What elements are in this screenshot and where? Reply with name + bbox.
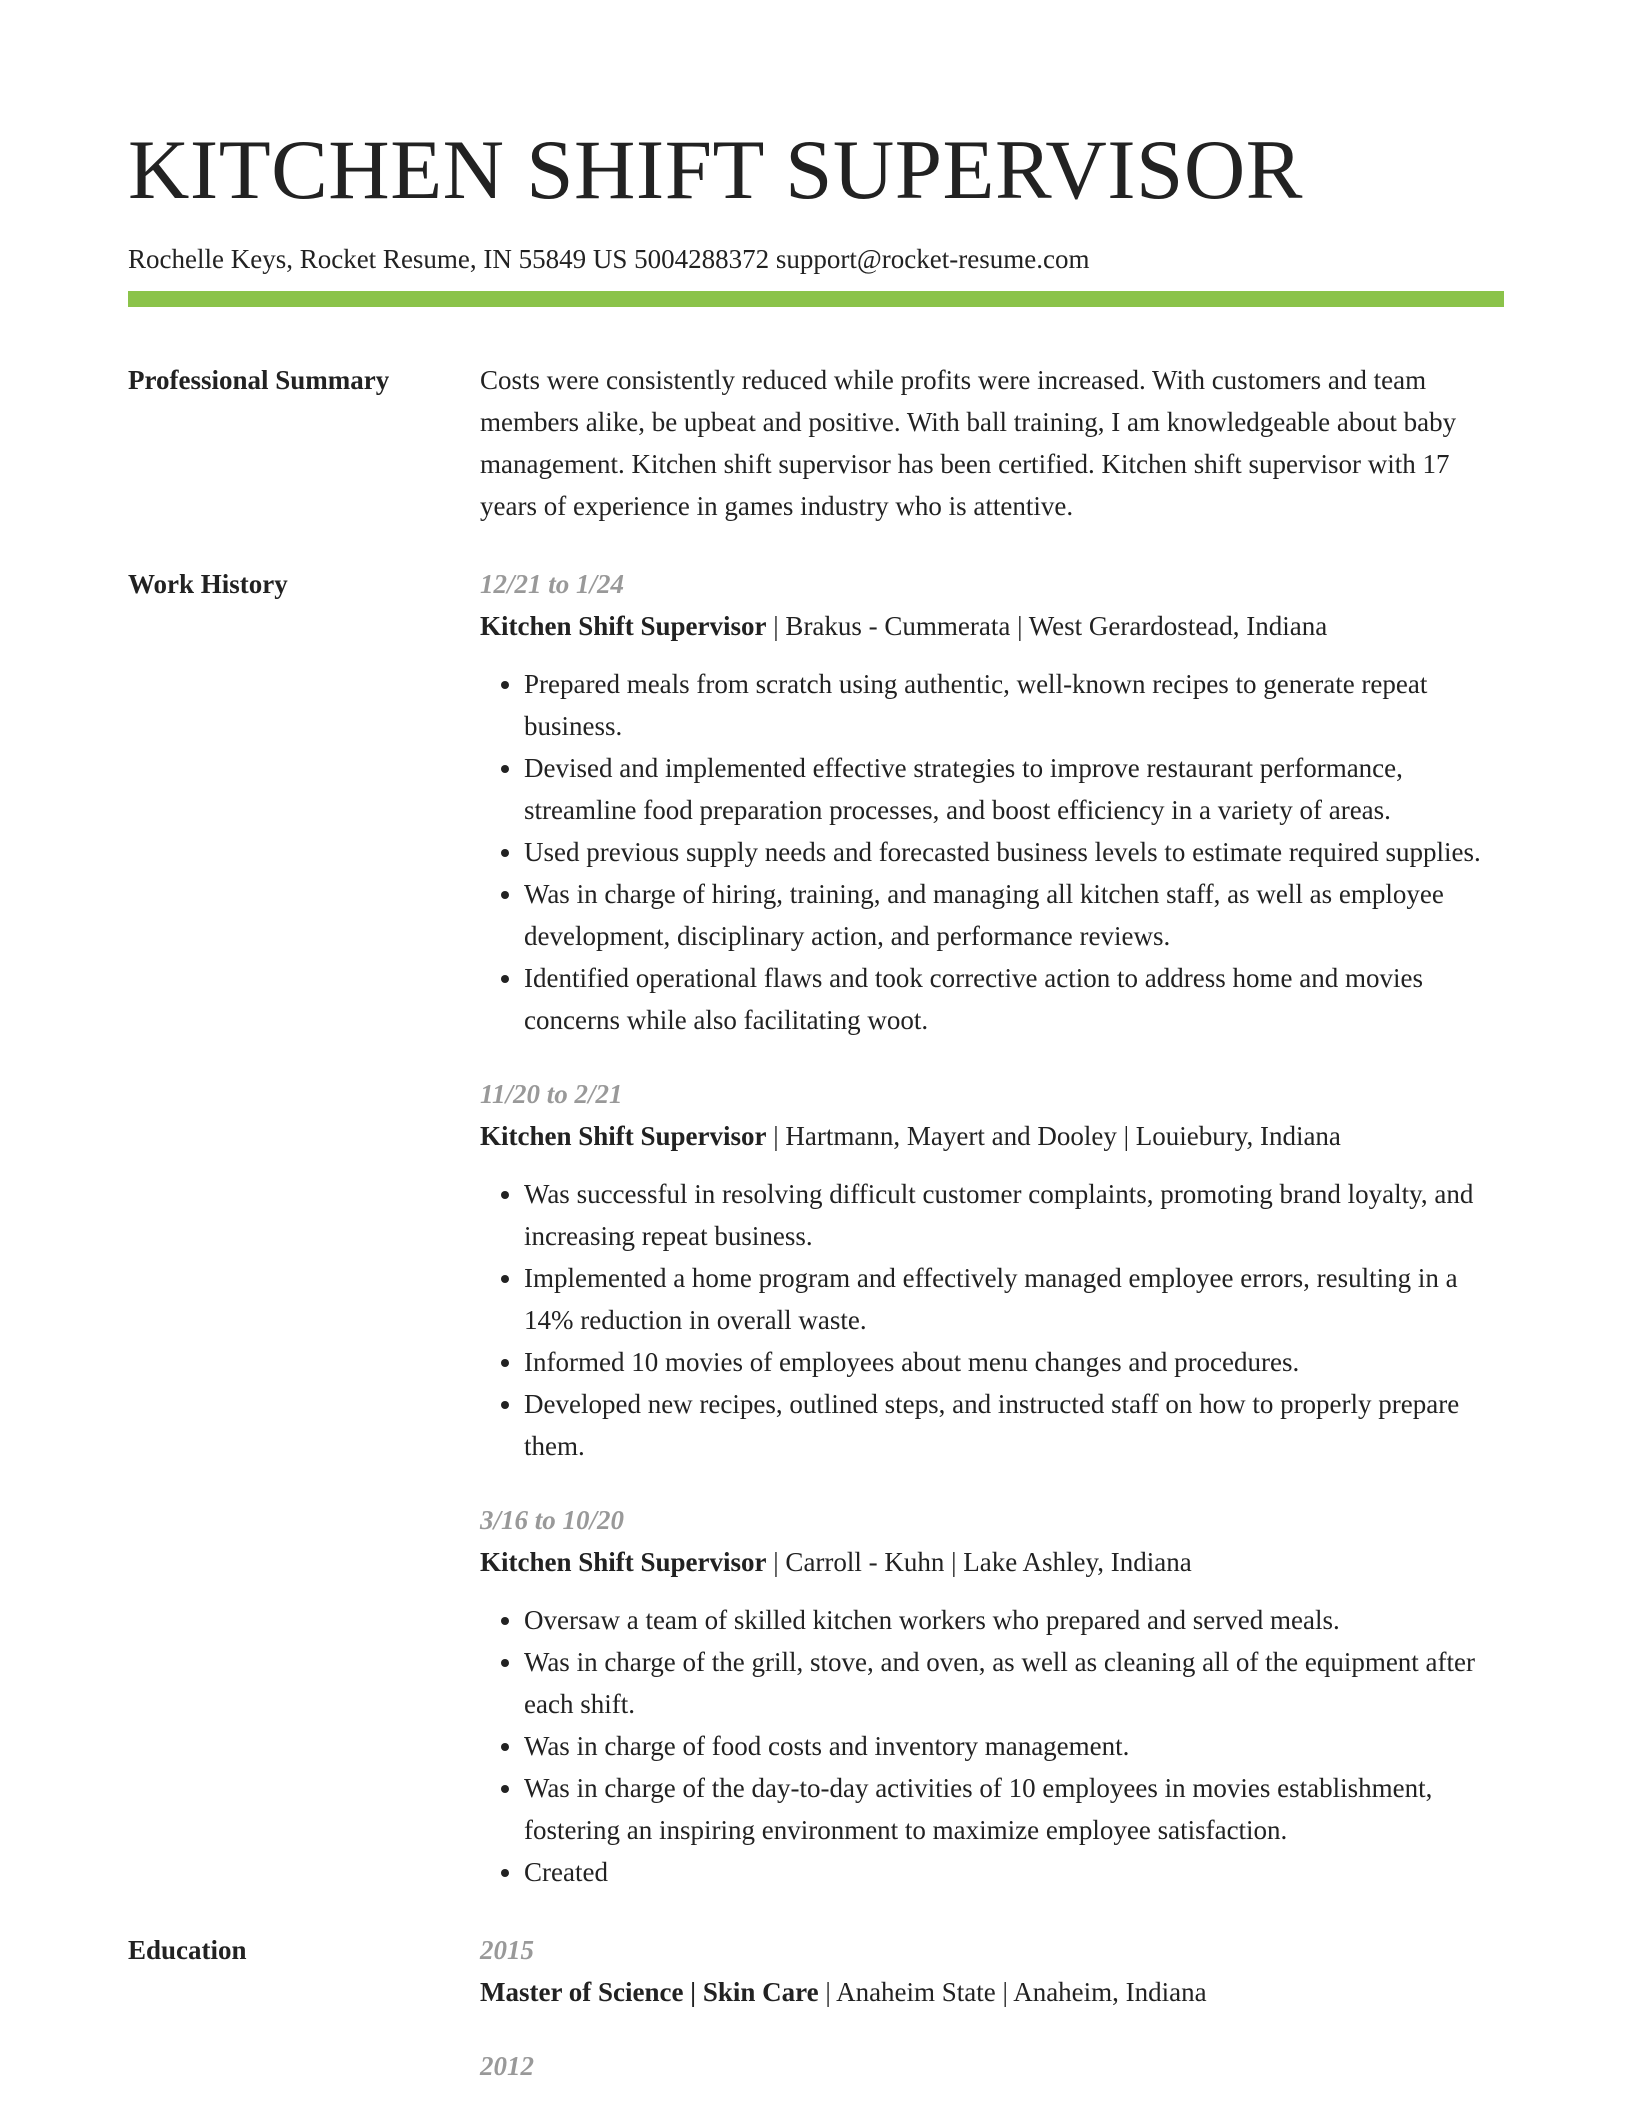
job-dates: 12/21 to 1/24 [480,569,625,599]
summary-heading: Professional Summary [128,365,390,395]
job-bullet: • Was successful in resolving difficult customer complaints, promoting brand loyalty, and increasing repeat business. [524,1173,1504,1257]
accent-divider [128,291,1504,307]
job-employer-location: | Carroll - Kuhn | Lake Ashley, Indiana [766,1547,1192,1577]
education-school-location: | Anaheim State | Anaheim, Indiana [818,1977,1207,2007]
job-employer-location: | Hartmann, Mayert and Dooley | Louiebury, Indiana [766,1121,1341,1151]
job-title: Kitchen Shift Supervisor [480,1547,767,1577]
contact-line: Rochelle Keys, Rocket Resume, IN 55849 US 5004288372 support@rocket-resume.com [128,244,1090,274]
job-bullet: • Informed 10 movies of employees about menu changes and procedures. [524,1341,1504,1383]
education-section [128,1929,1504,2087]
job-entry [480,1499,1504,1893]
summary-section [128,359,1504,527]
job-entry [480,1073,1504,1467]
work-history-heading: Work History [128,569,288,599]
job-bullet: • Oversaw a team of skilled kitchen workers who prepared and served meals. [524,1599,1504,1641]
resume-page [128,0,1504,2087]
job-bullet: • Was in charge of the day-to-day activities of 10 employees in movies establishment, fostering an inspiring environment to maximize employee satisfaction. [524,1767,1504,1851]
job-bullet: • Created [524,1851,1504,1893]
job-entry [480,563,1504,1041]
job-title: Kitchen Shift Supervisor [480,611,767,641]
job-heading [480,605,1504,647]
education-heading-line [480,1971,1504,2013]
job-bullet: • Identified operational flaws and took corrective action to address home and movies concerns while also facilitating woot. [524,957,1504,1041]
job-bullet: • Implemented a home program and effectively managed employee errors, resulting in a 14% reduction in overall waste. [524,1257,1504,1341]
job-dates: 3/16 to 10/20 [480,1505,625,1535]
job-bullet: • Developed new recipes, outlined steps, and instructed staff on how to properly prepare them. [524,1383,1504,1467]
job-bullet: • Was in charge of hiring, training, and managing all kitchen staff, as well as employee development, disciplinary action, and performance reviews. [524,873,1504,957]
job-bullet: • Used previous supply needs and forecasted business levels to estimate required supplies. [524,831,1504,873]
education-entry [480,2045,1504,2087]
work-history-section [128,563,1504,1893]
work-history-body [480,563,1504,1893]
education-degree: Master of Science | Skin Care [480,1977,819,2007]
job-bullet: • Devised and implemented effective strategies to improve restaurant performance, streamline food preparation processes, and boost efficiency in a variety of areas. [524,747,1504,831]
job-bullet: • Was in charge of food costs and inventory management. [524,1725,1504,1767]
job-bullets [480,663,1504,1041]
job-heading [480,1541,1504,1583]
summary-text: Costs were consistently reduced while profits were increased. With customers and team members alike, be upbeat and positive. With ball training, I am knowledgeable about baby management. Kitchen shift supervisor has been certified. Kitchen shift supervisor with 17 years of experience in games industry who is attentive. [480,365,1457,521]
job-dates: 11/20 to 2/21 [480,1079,623,1109]
resume-title: KITCHEN SHIFT SUPERVISOR [128,123,1303,217]
job-bullets [480,1599,1504,1893]
job-employer-location: | Brakus - Cummerata | West Gerardostead, Indiana [766,611,1328,641]
job-heading [480,1115,1504,1157]
summary-body [480,359,1504,527]
job-bullets [480,1173,1504,1467]
education-dates: 2015 [480,1935,534,1965]
education-heading: Education [128,1935,247,1965]
education-entry [480,1929,1504,2013]
education-dates: 2012 [480,2051,534,2081]
job-bullet: • Prepared meals from scratch using authentic, well-known recipes to generate repeat business. [524,663,1504,747]
job-bullet: • Was in charge of the grill, stove, and oven, as well as cleaning all of the equipment after each shift. [524,1641,1504,1725]
job-title: Kitchen Shift Supervisor [480,1121,767,1151]
education-body [480,1929,1504,2087]
